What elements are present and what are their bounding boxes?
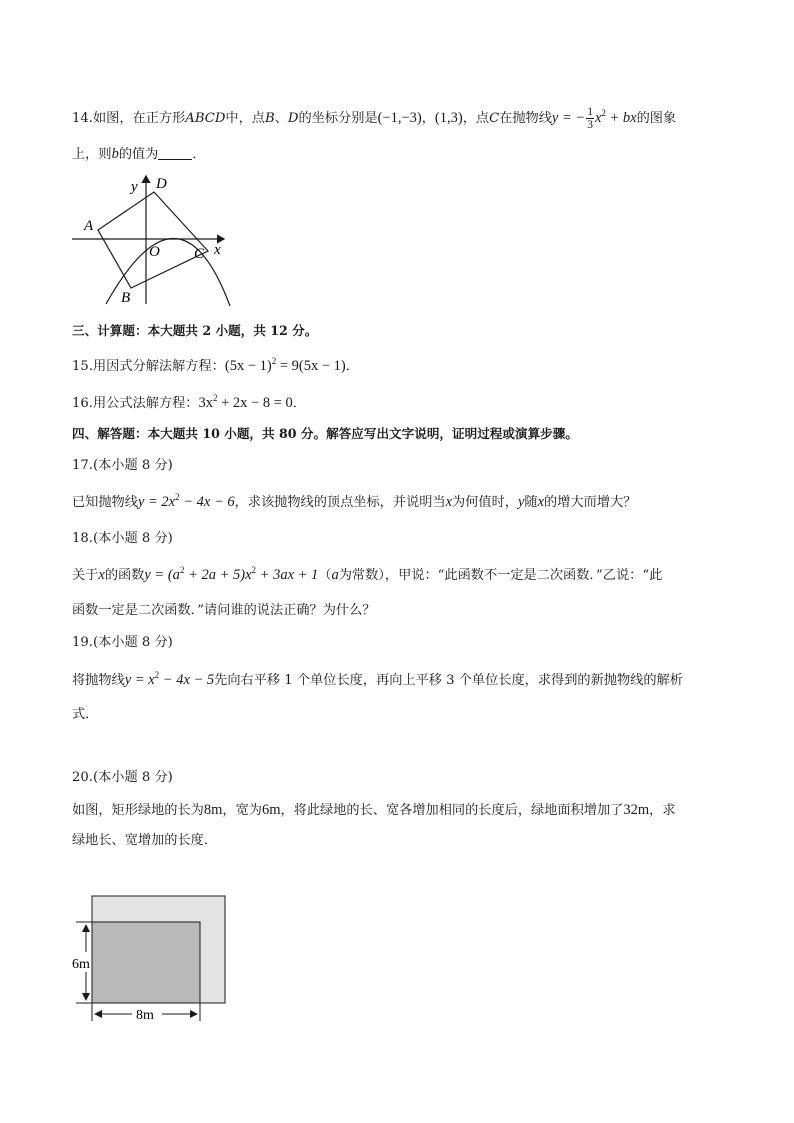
q14-parabola: y = − $\frac{1}{3}$ $x^2$ + bx xyxy=(551,106,637,131)
q18-body-line1: 关于x的函数$y = (a^2 + 2a + 5)x^2 + 3ax + 1(a$为常数），甲说：“此函数不一定是二次函数．”乙说：“此 xyxy=(72,565,663,583)
label-6m: 6m xyxy=(72,957,90,972)
q20-header: 20.(本小题 8 分) xyxy=(72,770,173,785)
q18-body-line2: 函数一定是二次函数．”请问谁的说法正确？为什么？ xyxy=(72,603,376,618)
label-d: D xyxy=(156,176,167,192)
label-a: A xyxy=(84,218,94,234)
figure-rectangle-lawn xyxy=(70,892,240,1032)
q20-body-line1: 如图，矩形绿地的长为8m，宽为6m，将此绿地的长、宽各增加相同的长度后，绿地面积增加了32m，求 xyxy=(72,802,676,818)
q15: 15.用因式分解法解方程：$(5x - 1)^2 = 9(5x - 1)$． xyxy=(72,356,359,374)
original-lawn xyxy=(92,922,200,1003)
q14-line1: 14.如图，在正方形ABCD中，点B、D的坐标分别是(−1,−3)，(1,3)，点C在抛物线y = − $\frac{1}{3}$ $x^2$ + bx的图象 xyxy=(72,106,677,131)
q17-header: 17.(本小题 8 分) xyxy=(72,458,173,473)
q19-body-line2: 式． xyxy=(72,707,99,722)
answer-blank xyxy=(158,145,192,160)
figure-square-parabola xyxy=(68,174,248,314)
q19-body-line1: 将抛物线$y = x^2 - 4x - 5$先向右平移 1 个单位长度，再向上平移 3 个单位长度，求得到的新抛物线的解析 xyxy=(72,670,683,688)
q14-line2: 上，则b的值为 ． xyxy=(72,146,206,162)
label-8m: 8m xyxy=(136,1008,154,1023)
q16: 16.用公式法解方程：$3x^2 + 2x - 8 = 0$． xyxy=(72,393,306,411)
section3-heading: 三、计算题：本大题共 2 小题，共 12 分。 xyxy=(72,323,318,338)
label-y: y xyxy=(131,179,138,195)
label-o: O xyxy=(149,244,160,260)
q19-header: 19.(本小题 8 分) xyxy=(72,635,173,650)
section4-heading: 四、解答题：本大题共 10 小题，共 80 分。解答应写出文字说明，证明过程或演算步骤。 xyxy=(72,426,578,441)
label-x: x xyxy=(214,242,221,258)
q17-body: 已知抛物线$y = 2x^2 - 4x - 6$，求该抛物线的顶点坐标，并说明当x为何值时，y随x的增大而增大？ xyxy=(72,492,637,510)
q18-header: 18.(本小题 8 分) xyxy=(72,531,173,546)
q20-body-line2: 绿地长、宽增加的长度． xyxy=(72,833,218,848)
label-c: C xyxy=(194,246,205,262)
label-b: B xyxy=(121,290,131,306)
square-abcd xyxy=(98,192,208,288)
